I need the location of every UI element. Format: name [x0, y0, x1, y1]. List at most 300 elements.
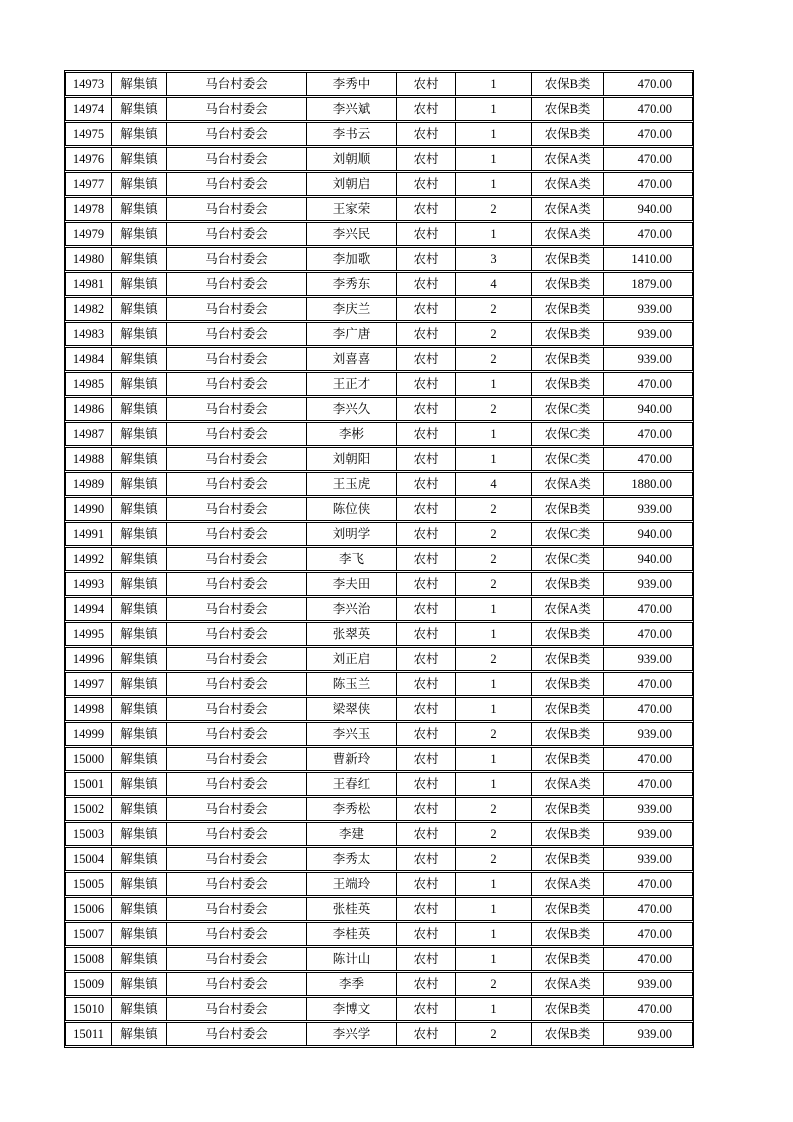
cell-insurance-category: 农保A类 [532, 472, 604, 496]
table-row [65, 72, 693, 96]
cell-town: 解集镇 [112, 397, 167, 421]
cell-person-name: 刘正启 [307, 647, 397, 671]
cell-village-committee: 马台村委会 [167, 572, 307, 596]
table-row [65, 897, 693, 921]
cell-person-count: 1 [456, 147, 532, 171]
cell-insurance-category: 农保B类 [532, 997, 604, 1021]
cell-town: 解集镇 [112, 472, 167, 496]
cell-person-count: 2 [456, 497, 532, 521]
cell-residence-type: 农村 [397, 172, 456, 196]
cell-person-name: 刘喜喜 [307, 347, 397, 371]
cell-town: 解集镇 [112, 222, 167, 246]
cell-insurance-category: 农保B类 [532, 747, 604, 771]
cell-village-committee: 马台村委会 [167, 222, 307, 246]
cell-village-committee: 马台村委会 [167, 122, 307, 146]
cell-town: 解集镇 [112, 747, 167, 771]
cell-insurance-category: 农保B类 [532, 797, 604, 821]
cell-insurance-category: 农保A类 [532, 147, 604, 171]
cell-village-committee: 马台村委会 [167, 197, 307, 221]
cell-amount: 470.00 [604, 122, 693, 146]
cell-village-committee: 马台村委会 [167, 247, 307, 271]
cell-town: 解集镇 [112, 522, 167, 546]
cell-serial-number: 14993 [65, 572, 112, 596]
table-row [65, 922, 693, 946]
cell-residence-type: 农村 [397, 572, 456, 596]
cell-town: 解集镇 [112, 322, 167, 346]
table-row [65, 997, 693, 1021]
cell-residence-type: 农村 [397, 397, 456, 421]
cell-serial-number: 14980 [65, 247, 112, 271]
cell-amount: 939.00 [604, 722, 693, 746]
cell-town: 解集镇 [112, 97, 167, 121]
cell-insurance-category: 农保A类 [532, 872, 604, 896]
cell-residence-type: 农村 [397, 222, 456, 246]
cell-person-count: 2 [456, 297, 532, 321]
cell-village-committee: 马台村委会 [167, 822, 307, 846]
cell-residence-type: 农村 [397, 97, 456, 121]
cell-serial-number: 15007 [65, 922, 112, 946]
cell-village-committee: 马台村委会 [167, 547, 307, 571]
cell-amount: 939.00 [604, 647, 693, 671]
cell-serial-number: 14998 [65, 697, 112, 721]
cell-person-name: 陈位侠 [307, 497, 397, 521]
cell-serial-number: 15002 [65, 797, 112, 821]
cell-amount: 470.00 [604, 672, 693, 696]
roster-table [65, 71, 693, 1047]
table-row [65, 222, 693, 246]
cell-person-count: 1 [456, 997, 532, 1021]
cell-insurance-category: 农保B类 [532, 622, 604, 646]
cell-person-name: 李兴治 [307, 597, 397, 621]
cell-serial-number: 14996 [65, 647, 112, 671]
cell-amount: 939.00 [604, 1022, 693, 1046]
cell-insurance-category: 农保B类 [532, 672, 604, 696]
cell-amount: 470.00 [604, 372, 693, 396]
cell-residence-type: 农村 [397, 697, 456, 721]
cell-village-committee: 马台村委会 [167, 347, 307, 371]
cell-insurance-category: 农保C类 [532, 522, 604, 546]
cell-person-count: 2 [456, 397, 532, 421]
cell-amount: 470.00 [604, 447, 693, 471]
cell-person-count: 1 [456, 872, 532, 896]
cell-insurance-category: 农保B类 [532, 347, 604, 371]
cell-residence-type: 农村 [397, 797, 456, 821]
table-row [65, 347, 693, 371]
cell-town: 解集镇 [112, 172, 167, 196]
cell-person-count: 2 [456, 522, 532, 546]
cell-village-committee: 马台村委会 [167, 172, 307, 196]
cell-village-committee: 马台村委会 [167, 672, 307, 696]
cell-person-name: 李兴久 [307, 397, 397, 421]
cell-person-name: 王玉虎 [307, 472, 397, 496]
roster-table-container [64, 70, 694, 1048]
cell-person-name: 李秀东 [307, 272, 397, 296]
cell-serial-number: 15005 [65, 872, 112, 896]
cell-person-name: 李兴斌 [307, 97, 397, 121]
cell-person-name: 李广唐 [307, 322, 397, 346]
cell-town: 解集镇 [112, 272, 167, 296]
cell-insurance-category: 农保C类 [532, 547, 604, 571]
table-row [65, 522, 693, 546]
cell-person-count: 2 [456, 572, 532, 596]
cell-amount: 470.00 [604, 72, 693, 96]
cell-village-committee: 马台村委会 [167, 497, 307, 521]
cell-town: 解集镇 [112, 372, 167, 396]
cell-insurance-category: 农保B类 [532, 247, 604, 271]
cell-town: 解集镇 [112, 122, 167, 146]
cell-insurance-category: 农保A类 [532, 972, 604, 996]
table-row [65, 622, 693, 646]
cell-person-count: 4 [456, 272, 532, 296]
cell-village-committee: 马台村委会 [167, 797, 307, 821]
cell-amount: 470.00 [604, 422, 693, 446]
cell-residence-type: 农村 [397, 372, 456, 396]
cell-person-count: 1 [456, 172, 532, 196]
cell-residence-type: 农村 [397, 322, 456, 346]
table-row [65, 472, 693, 496]
cell-insurance-category: 农保B类 [532, 722, 604, 746]
cell-residence-type: 农村 [397, 472, 456, 496]
cell-town: 解集镇 [112, 822, 167, 846]
cell-village-committee: 马台村委会 [167, 747, 307, 771]
cell-insurance-category: 农保B类 [532, 497, 604, 521]
cell-amount: 939.00 [604, 797, 693, 821]
cell-residence-type: 农村 [397, 447, 456, 471]
cell-insurance-category: 农保B类 [532, 572, 604, 596]
table-row [65, 197, 693, 221]
cell-person-count: 2 [456, 797, 532, 821]
cell-town: 解集镇 [112, 872, 167, 896]
table-row [65, 722, 693, 746]
cell-village-committee: 马台村委会 [167, 297, 307, 321]
cell-serial-number: 14978 [65, 197, 112, 221]
table-row [65, 947, 693, 971]
cell-residence-type: 农村 [397, 1022, 456, 1046]
cell-person-count: 2 [456, 322, 532, 346]
cell-person-name: 李兴学 [307, 1022, 397, 1046]
cell-person-count: 1 [456, 747, 532, 771]
cell-amount: 470.00 [604, 622, 693, 646]
cell-residence-type: 农村 [397, 647, 456, 671]
cell-village-committee: 马台村委会 [167, 972, 307, 996]
cell-person-count: 1 [456, 97, 532, 121]
cell-village-committee: 马台村委会 [167, 947, 307, 971]
cell-serial-number: 14982 [65, 297, 112, 321]
cell-amount: 470.00 [604, 997, 693, 1021]
cell-insurance-category: 农保B类 [532, 822, 604, 846]
cell-person-count: 1 [456, 447, 532, 471]
cell-amount: 1879.00 [604, 272, 693, 296]
cell-residence-type: 农村 [397, 247, 456, 271]
cell-person-name: 王春红 [307, 772, 397, 796]
table-row [65, 597, 693, 621]
cell-person-name: 刘朝顺 [307, 147, 397, 171]
cell-amount: 939.00 [604, 822, 693, 846]
table-row [65, 447, 693, 471]
table-row [65, 147, 693, 171]
cell-serial-number: 14983 [65, 322, 112, 346]
cell-amount: 470.00 [604, 747, 693, 771]
table-row [65, 797, 693, 821]
cell-serial-number: 14987 [65, 422, 112, 446]
cell-town: 解集镇 [112, 147, 167, 171]
cell-town: 解集镇 [112, 347, 167, 371]
cell-amount: 939.00 [604, 297, 693, 321]
cell-person-count: 2 [456, 722, 532, 746]
cell-person-name: 李季 [307, 972, 397, 996]
cell-person-name: 李飞 [307, 547, 397, 571]
cell-person-name: 张翠英 [307, 622, 397, 646]
table-row [65, 872, 693, 896]
cell-person-count: 1 [456, 897, 532, 921]
cell-amount: 939.00 [604, 322, 693, 346]
cell-residence-type: 农村 [397, 972, 456, 996]
cell-serial-number: 14974 [65, 97, 112, 121]
cell-insurance-category: 农保B类 [532, 897, 604, 921]
cell-serial-number: 15009 [65, 972, 112, 996]
cell-residence-type: 农村 [397, 122, 456, 146]
cell-serial-number: 14975 [65, 122, 112, 146]
cell-person-count: 2 [456, 547, 532, 571]
cell-person-name: 李秀中 [307, 72, 397, 96]
cell-person-name: 王端玲 [307, 872, 397, 896]
cell-amount: 939.00 [604, 497, 693, 521]
cell-insurance-category: 农保B类 [532, 297, 604, 321]
cell-person-name: 李书云 [307, 122, 397, 146]
cell-village-committee: 马台村委会 [167, 522, 307, 546]
cell-village-committee: 马台村委会 [167, 622, 307, 646]
cell-town: 解集镇 [112, 422, 167, 446]
cell-village-committee: 马台村委会 [167, 72, 307, 96]
table-row [65, 122, 693, 146]
cell-person-name: 陈计山 [307, 947, 397, 971]
cell-serial-number: 14991 [65, 522, 112, 546]
cell-insurance-category: 农保A类 [532, 772, 604, 796]
cell-town: 解集镇 [112, 922, 167, 946]
cell-serial-number: 14999 [65, 722, 112, 746]
cell-village-committee: 马台村委会 [167, 447, 307, 471]
table-row [65, 672, 693, 696]
cell-town: 解集镇 [112, 1022, 167, 1046]
cell-amount: 1410.00 [604, 247, 693, 271]
cell-person-name: 曹新玲 [307, 747, 397, 771]
cell-village-committee: 马台村委会 [167, 322, 307, 346]
cell-amount: 470.00 [604, 947, 693, 971]
cell-person-name: 王正才 [307, 372, 397, 396]
cell-residence-type: 农村 [397, 272, 456, 296]
cell-person-count: 1 [456, 697, 532, 721]
cell-serial-number: 14985 [65, 372, 112, 396]
table-row [65, 1022, 693, 1046]
cell-person-count: 2 [456, 847, 532, 871]
cell-person-count: 2 [456, 347, 532, 371]
cell-person-name: 李彬 [307, 422, 397, 446]
cell-residence-type: 农村 [397, 772, 456, 796]
cell-village-committee: 马台村委会 [167, 997, 307, 1021]
cell-person-count: 1 [456, 372, 532, 396]
cell-serial-number: 15004 [65, 847, 112, 871]
cell-person-count: 2 [456, 647, 532, 671]
cell-town: 解集镇 [112, 597, 167, 621]
cell-town: 解集镇 [112, 72, 167, 96]
cell-serial-number: 15008 [65, 947, 112, 971]
cell-serial-number: 14976 [65, 147, 112, 171]
cell-town: 解集镇 [112, 997, 167, 1021]
cell-person-count: 4 [456, 472, 532, 496]
cell-residence-type: 农村 [397, 847, 456, 871]
cell-insurance-category: 农保A类 [532, 172, 604, 196]
cell-insurance-category: 农保B类 [532, 647, 604, 671]
table-row [65, 397, 693, 421]
cell-town: 解集镇 [112, 447, 167, 471]
cell-residence-type: 农村 [397, 72, 456, 96]
cell-person-name: 李夫田 [307, 572, 397, 596]
cell-insurance-category: 农保B类 [532, 122, 604, 146]
cell-town: 解集镇 [112, 972, 167, 996]
table-row [65, 297, 693, 321]
cell-serial-number: 14992 [65, 547, 112, 571]
table-row [65, 322, 693, 346]
cell-insurance-category: 农保B类 [532, 922, 604, 946]
cell-person-name: 陈玉兰 [307, 672, 397, 696]
cell-residence-type: 农村 [397, 672, 456, 696]
cell-town: 解集镇 [112, 797, 167, 821]
cell-person-name: 刘朝启 [307, 172, 397, 196]
cell-amount: 470.00 [604, 222, 693, 246]
cell-town: 解集镇 [112, 897, 167, 921]
cell-town: 解集镇 [112, 197, 167, 221]
cell-insurance-category: 农保C类 [532, 422, 604, 446]
cell-village-committee: 马台村委会 [167, 897, 307, 921]
cell-serial-number: 14984 [65, 347, 112, 371]
cell-insurance-category: 农保A类 [532, 597, 604, 621]
cell-amount: 470.00 [604, 597, 693, 621]
cell-village-committee: 马台村委会 [167, 697, 307, 721]
cell-person-name: 李庆兰 [307, 297, 397, 321]
cell-residence-type: 农村 [397, 922, 456, 946]
table-row [65, 697, 693, 721]
cell-serial-number: 14986 [65, 397, 112, 421]
cell-insurance-category: 农保B类 [532, 272, 604, 296]
cell-village-committee: 马台村委会 [167, 372, 307, 396]
cell-residence-type: 农村 [397, 147, 456, 171]
cell-village-committee: 马台村委会 [167, 922, 307, 946]
cell-amount: 470.00 [604, 97, 693, 121]
cell-amount: 939.00 [604, 347, 693, 371]
cell-insurance-category: 农保B类 [532, 72, 604, 96]
cell-serial-number: 15000 [65, 747, 112, 771]
cell-town: 解集镇 [112, 697, 167, 721]
cell-serial-number: 14995 [65, 622, 112, 646]
cell-amount: 1880.00 [604, 472, 693, 496]
table-row [65, 772, 693, 796]
table-row [65, 247, 693, 271]
cell-person-count: 1 [456, 422, 532, 446]
table-row [65, 647, 693, 671]
cell-person-count: 2 [456, 197, 532, 221]
table-row [65, 422, 693, 446]
cell-person-name: 李兴民 [307, 222, 397, 246]
table-row [65, 172, 693, 196]
cell-town: 解集镇 [112, 572, 167, 596]
cell-insurance-category: 农保C类 [532, 397, 604, 421]
cell-village-committee: 马台村委会 [167, 847, 307, 871]
cell-town: 解集镇 [112, 672, 167, 696]
cell-amount: 470.00 [604, 147, 693, 171]
cell-person-count: 1 [456, 597, 532, 621]
cell-person-count: 1 [456, 772, 532, 796]
cell-insurance-category: 农保A类 [532, 222, 604, 246]
cell-person-count: 2 [456, 972, 532, 996]
cell-person-count: 1 [456, 72, 532, 96]
cell-insurance-category: 农保A类 [532, 197, 604, 221]
cell-person-name: 李博文 [307, 997, 397, 1021]
cell-amount: 940.00 [604, 522, 693, 546]
cell-village-committee: 马台村委会 [167, 97, 307, 121]
cell-town: 解集镇 [112, 547, 167, 571]
cell-village-committee: 马台村委会 [167, 422, 307, 446]
cell-serial-number: 14988 [65, 447, 112, 471]
cell-insurance-category: 农保B类 [532, 372, 604, 396]
cell-serial-number: 14997 [65, 672, 112, 696]
cell-person-count: 3 [456, 247, 532, 271]
cell-amount: 939.00 [604, 572, 693, 596]
cell-village-committee: 马台村委会 [167, 272, 307, 296]
cell-person-name: 李秀松 [307, 797, 397, 821]
cell-insurance-category: 农保B类 [532, 1022, 604, 1046]
table-row [65, 272, 693, 296]
cell-person-count: 2 [456, 1022, 532, 1046]
cell-person-count: 1 [456, 947, 532, 971]
cell-insurance-category: 农保B类 [532, 697, 604, 721]
cell-amount: 470.00 [604, 172, 693, 196]
table-row [65, 972, 693, 996]
cell-town: 解集镇 [112, 247, 167, 271]
cell-insurance-category: 农保B类 [532, 322, 604, 346]
table-body [65, 72, 693, 1046]
cell-person-name: 李秀太 [307, 847, 397, 871]
cell-person-name: 刘明学 [307, 522, 397, 546]
cell-village-committee: 马台村委会 [167, 147, 307, 171]
cell-insurance-category: 农保B类 [532, 847, 604, 871]
cell-amount: 940.00 [604, 197, 693, 221]
cell-person-name: 李加歌 [307, 247, 397, 271]
cell-residence-type: 农村 [397, 597, 456, 621]
cell-town: 解集镇 [112, 622, 167, 646]
cell-residence-type: 农村 [397, 872, 456, 896]
cell-village-committee: 马台村委会 [167, 772, 307, 796]
cell-person-name: 张桂英 [307, 897, 397, 921]
cell-town: 解集镇 [112, 647, 167, 671]
cell-residence-type: 农村 [397, 497, 456, 521]
cell-amount: 470.00 [604, 872, 693, 896]
cell-serial-number: 15001 [65, 772, 112, 796]
cell-amount: 470.00 [604, 697, 693, 721]
cell-village-committee: 马台村委会 [167, 472, 307, 496]
cell-residence-type: 农村 [397, 422, 456, 446]
cell-serial-number: 14994 [65, 597, 112, 621]
cell-serial-number: 15006 [65, 897, 112, 921]
cell-serial-number: 14973 [65, 72, 112, 96]
cell-amount: 470.00 [604, 772, 693, 796]
cell-person-name: 李建 [307, 822, 397, 846]
table-row [65, 372, 693, 396]
cell-serial-number: 15011 [65, 1022, 112, 1046]
cell-village-committee: 马台村委会 [167, 872, 307, 896]
cell-amount: 470.00 [604, 922, 693, 946]
cell-serial-number: 14981 [65, 272, 112, 296]
cell-residence-type: 农村 [397, 622, 456, 646]
